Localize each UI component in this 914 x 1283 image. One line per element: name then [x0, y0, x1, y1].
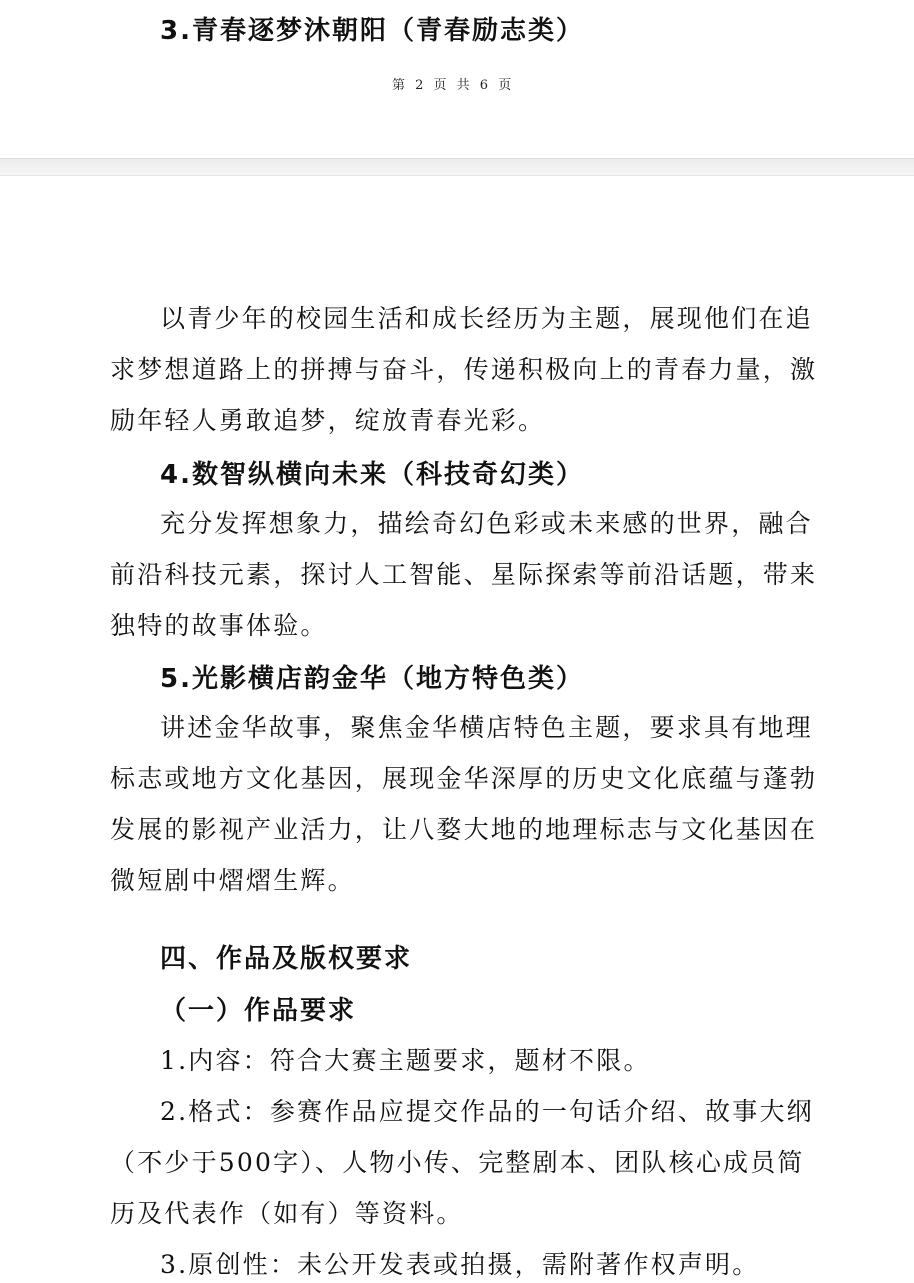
local-paragraph-line: 微短剧中熠熠生辉。	[110, 866, 355, 895]
subsection-heading-work-requirements: （一）作品要求	[160, 996, 357, 1026]
tech-paragraph-line: 充分发挥想象力，描绘奇幻色彩或未来感的世界，融合	[160, 509, 813, 538]
heading-youth-category: 3.青春逐梦沐朝阳（青春励志类）	[160, 16, 584, 46]
tech-paragraph-line: 独特的故事体验。	[110, 611, 328, 640]
requirement-format-line: 历及代表作（如有）等资料。	[110, 1199, 464, 1228]
heading-tech-category: 4.数智纵横向未来（科技奇幻类）	[160, 460, 584, 490]
local-paragraph-line: 发展的影视产业活力，让八婺大地的地理标志与文化基因在	[110, 815, 818, 844]
requirement-content: 1.内容：符合大赛主题要求，题材不限。	[160, 1046, 651, 1075]
local-paragraph-line: 讲述金华故事，聚焦金华横店特色主题，要求具有地理	[160, 713, 813, 742]
section-heading-works-copyright: 四、作品及版权要求	[160, 944, 413, 974]
local-paragraph-line: 标志或地方文化基因，展现金华深厚的历史文化底蕴与蓬勃	[110, 764, 818, 793]
requirement-format-line: （不少于500字）、人物小传、完整剧本、团队核心成员简	[110, 1148, 805, 1177]
requirement-originality: 3.原创性：未公开发表或拍摄，需附著作权声明。	[160, 1250, 760, 1279]
requirement-format-line: 2.格式：参赛作品应提交作品的一句话介绍、故事大纲	[160, 1097, 814, 1126]
youth-paragraph-line: 励年轻人勇敢追梦，绽放青春光彩。	[110, 406, 546, 435]
youth-paragraph-line: 以青少年的校园生活和成长经历为主题，展现他们在追	[160, 304, 813, 333]
page-break	[0, 158, 914, 176]
page-footer: 第 2 页 共 6 页	[392, 78, 515, 93]
heading-local-category: 5.光影横店韵金华（地方特色类）	[160, 664, 584, 694]
tech-paragraph-line: 前沿科技元素，探讨人工智能、星际探索等前沿话题，带来	[110, 560, 818, 589]
youth-paragraph-line: 求梦想道路上的拼搏与奋斗，传递积极向上的青春力量，激	[110, 355, 818, 384]
